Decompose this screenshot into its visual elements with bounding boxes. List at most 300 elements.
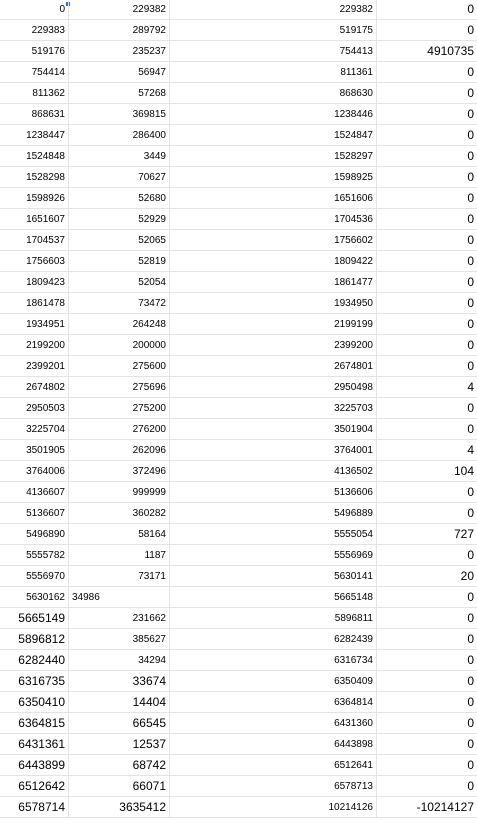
cell-value: 0 — [467, 632, 474, 646]
table-row — [0, 797, 477, 818]
cell-value: 754414 — [31, 67, 65, 78]
cell-value: 811362 — [32, 88, 65, 99]
table-cell[interactable] — [170, 272, 377, 292]
cell-value: 811361 — [340, 67, 373, 78]
table-cell[interactable] — [0, 356, 69, 376]
table-cell[interactable] — [170, 797, 377, 817]
table-cell[interactable] — [170, 629, 377, 649]
table-cell[interactable] — [0, 566, 69, 586]
table-cell[interactable] — [69, 272, 170, 292]
table-cell[interactable] — [0, 524, 69, 544]
cell-value: 5496889 — [334, 508, 373, 519]
table-row — [0, 230, 477, 251]
table-cell[interactable] — [377, 125, 477, 145]
table-cell[interactable] — [69, 209, 170, 229]
table-cell[interactable] — [377, 377, 477, 397]
table-cell[interactable] — [69, 398, 170, 418]
table-row — [0, 692, 477, 713]
table-cell[interactable] — [0, 167, 69, 187]
cell-value: 0 — [467, 212, 474, 226]
table-cell[interactable] — [69, 188, 170, 208]
table-cell[interactable] — [69, 671, 170, 691]
table-cell[interactable] — [0, 776, 69, 796]
cell-value: 0 — [467, 758, 474, 772]
cell-value: 0 — [467, 149, 474, 163]
table-cell[interactable] — [377, 314, 477, 334]
cell-value: 0 — [467, 317, 474, 331]
table-row — [0, 440, 477, 461]
table-cell[interactable] — [170, 251, 377, 271]
table-cell[interactable] — [0, 104, 69, 124]
table-cell[interactable] — [69, 713, 170, 733]
table-cell[interactable] — [170, 461, 377, 481]
cell-value: 0 — [467, 695, 474, 709]
table-cell[interactable] — [69, 377, 170, 397]
table-cell[interactable] — [377, 20, 477, 40]
cell-value: 0 — [467, 107, 474, 121]
cell-value: 3764001 — [334, 445, 373, 456]
cell-value: 1524848 — [26, 151, 65, 162]
cell-value: 57268 — [138, 88, 166, 99]
table-cell[interactable] — [377, 230, 477, 250]
table-cell[interactable] — [69, 524, 170, 544]
table-cell[interactable] — [170, 503, 377, 523]
cell-value: 20 — [460, 569, 474, 583]
table-cell[interactable] — [0, 713, 69, 733]
cell-value: 5665148 — [334, 592, 373, 603]
table-cell[interactable] — [0, 587, 69, 607]
cell-value: 0 — [467, 674, 474, 688]
table-cell[interactable] — [170, 713, 377, 733]
cell-value: 5630162 — [26, 592, 65, 603]
table-cell[interactable] — [0, 440, 69, 460]
cell-value: 52065 — [138, 235, 166, 246]
table-cell[interactable] — [170, 608, 377, 628]
table-row — [0, 545, 477, 566]
cell-value: 200000 — [132, 340, 166, 351]
table-cell[interactable] — [0, 0, 69, 19]
cell-value: 1934951 — [26, 319, 65, 330]
table-cell[interactable] — [69, 776, 170, 796]
table-cell[interactable] — [170, 440, 377, 460]
cell-value: 1756602 — [334, 235, 373, 246]
table-cell[interactable] — [377, 0, 477, 19]
table-row — [0, 167, 477, 188]
table-cell[interactable] — [69, 482, 170, 502]
table-cell[interactable] — [0, 41, 69, 61]
cell-value: 0 — [467, 296, 474, 310]
cell-value: 286400 — [132, 130, 166, 141]
table-cell[interactable] — [69, 503, 170, 523]
table-cell[interactable] — [0, 20, 69, 40]
table-row — [0, 356, 477, 377]
table-cell[interactable] — [0, 62, 69, 82]
table-cell[interactable] — [69, 461, 170, 481]
table-cell[interactable] — [69, 83, 170, 103]
table-cell[interactable] — [0, 461, 69, 481]
table-cell[interactable] — [0, 545, 69, 565]
table-cell[interactable] — [0, 734, 69, 754]
cell-value: 52929 — [138, 214, 166, 225]
table-cell[interactable] — [170, 209, 377, 229]
table-row — [0, 293, 477, 314]
cell-value: 275696 — [132, 382, 166, 393]
table-cell[interactable] — [170, 62, 377, 82]
cell-value: 5896812 — [18, 632, 65, 646]
table-cell[interactable] — [0, 230, 69, 250]
table-cell[interactable] — [170, 356, 377, 376]
cell-value: 6364814 — [334, 697, 373, 708]
cell-value: 1809422 — [334, 256, 373, 267]
table-cell[interactable] — [170, 230, 377, 250]
table-cell[interactable] — [69, 545, 170, 565]
table-cell[interactable] — [69, 629, 170, 649]
cell-value: 1528298 — [26, 172, 65, 183]
cell-value: 231662 — [132, 613, 166, 624]
cell-value: 1238446 — [334, 109, 373, 120]
cell-value: 5556969 — [334, 550, 373, 561]
table-row — [0, 125, 477, 146]
cell-value: 66071 — [132, 779, 166, 793]
cell-value: 235237 — [132, 46, 166, 57]
table-cell[interactable] — [170, 734, 377, 754]
table-cell[interactable] — [377, 755, 477, 775]
table-cell[interactable] — [170, 587, 377, 607]
cell-value: 3635412 — [119, 800, 166, 814]
table-cell[interactable] — [377, 188, 477, 208]
table-cell[interactable] — [170, 671, 377, 691]
cell-value: 5665149 — [18, 611, 65, 625]
table-cell[interactable] — [69, 20, 170, 40]
table-cell[interactable] — [170, 167, 377, 187]
table-cell[interactable] — [377, 797, 477, 817]
cell-value: 275200 — [132, 403, 166, 414]
table-cell[interactable] — [69, 125, 170, 145]
table-cell[interactable] — [69, 62, 170, 82]
cell-value: 5556970 — [26, 571, 65, 582]
cell-value: 1704536 — [334, 214, 373, 225]
cell-value: 5136606 — [334, 487, 373, 498]
table-cell[interactable] — [377, 146, 477, 166]
table-cell[interactable] — [69, 293, 170, 313]
cell-value: 6512642 — [18, 779, 65, 793]
cell-value: 56947 — [138, 67, 166, 78]
cell-value: 0 — [467, 191, 474, 205]
cell-value: 0 — [467, 485, 474, 499]
table-cell[interactable] — [170, 776, 377, 796]
table-cell[interactable] — [377, 566, 477, 586]
cell-value: 6364815 — [18, 716, 65, 730]
table-cell[interactable] — [377, 545, 477, 565]
table-row — [0, 251, 477, 272]
table-cell[interactable] — [377, 692, 477, 712]
table-row — [0, 62, 477, 83]
table-cell[interactable] — [170, 104, 377, 124]
table-cell[interactable] — [0, 629, 69, 649]
table-cell[interactable] — [69, 419, 170, 439]
table-cell[interactable] — [377, 776, 477, 796]
cell-value: 70627 — [138, 172, 166, 183]
cell-value: 727 — [453, 527, 474, 541]
cell-value: 0 — [467, 590, 474, 604]
cell-value: 1187 — [144, 550, 166, 561]
table-cell[interactable] — [377, 524, 477, 544]
table-cell[interactable] — [377, 713, 477, 733]
table-cell[interactable] — [0, 188, 69, 208]
table-cell[interactable] — [377, 356, 477, 376]
table-cell[interactable] — [0, 398, 69, 418]
cell-value: 275600 — [132, 361, 166, 372]
cell-value: 0 — [467, 611, 474, 625]
cell-value: 262096 — [132, 445, 166, 456]
table-cell[interactable] — [69, 314, 170, 334]
cell-value: 369815 — [132, 109, 166, 120]
table-row — [0, 0, 477, 20]
table-cell[interactable] — [377, 335, 477, 355]
table-row — [0, 272, 477, 293]
table-cell[interactable] — [0, 608, 69, 628]
cell-value: 1756603 — [26, 256, 65, 267]
table-cell[interactable] — [377, 251, 477, 271]
cell-value: 4 — [467, 443, 474, 457]
cell-value: 0 — [467, 359, 474, 373]
table-cell[interactable] — [170, 650, 377, 670]
table-cell[interactable] — [377, 419, 477, 439]
cell-value: 2674802 — [26, 382, 65, 393]
table-cell[interactable] — [0, 251, 69, 271]
cell-value: 3501905 — [26, 445, 65, 456]
table-row — [0, 629, 477, 650]
table-cell[interactable] — [170, 692, 377, 712]
cell-value: 1809423 — [26, 277, 65, 288]
table-row — [0, 377, 477, 398]
cell-value: 3225703 — [334, 403, 373, 414]
table-cell[interactable] — [0, 83, 69, 103]
table-cell[interactable] — [377, 209, 477, 229]
cell-value: 10214126 — [328, 802, 373, 813]
cell-value: 1651606 — [334, 193, 373, 204]
cell-value: 5136607 — [26, 508, 65, 519]
cell-value: 1651607 — [26, 214, 65, 225]
table-cell[interactable] — [377, 83, 477, 103]
table-cell[interactable] — [69, 0, 170, 19]
table-cell[interactable] — [377, 671, 477, 691]
table-cell[interactable] — [377, 587, 477, 607]
table-cell[interactable] — [0, 314, 69, 334]
cell-value: 264248 — [132, 319, 166, 330]
table-cell[interactable] — [69, 104, 170, 124]
table-cell[interactable] — [170, 293, 377, 313]
cell-value: 0 — [467, 233, 474, 247]
table-cell[interactable] — [170, 146, 377, 166]
table-cell[interactable] — [69, 608, 170, 628]
table-cell[interactable] — [170, 398, 377, 418]
cell-value: 4 — [467, 380, 474, 394]
cell-value: 289792 — [132, 25, 166, 36]
cell-value: 868630 — [339, 88, 373, 99]
table-row — [0, 776, 477, 797]
cell-value: 6431360 — [334, 718, 373, 729]
cell-value: 5555782 — [26, 550, 65, 561]
table-cell[interactable] — [377, 650, 477, 670]
table-cell[interactable] — [377, 734, 477, 754]
table-cell[interactable] — [170, 335, 377, 355]
table-cell[interactable] — [0, 650, 69, 670]
cell-value: 0 — [467, 254, 474, 268]
table-cell[interactable] — [69, 440, 170, 460]
cell-value: 0 — [467, 653, 474, 667]
cell-value: 6316734 — [334, 655, 373, 666]
table-cell[interactable] — [377, 503, 477, 523]
cell-value: 4910735 — [427, 44, 474, 58]
table-cell[interactable] — [69, 230, 170, 250]
table-row — [0, 566, 477, 587]
table-cell[interactable] — [0, 692, 69, 712]
cell-value: 0 — [467, 170, 474, 184]
table-row — [0, 209, 477, 230]
table-cell[interactable] — [69, 587, 170, 607]
table-cell[interactable] — [69, 356, 170, 376]
cell-value: 58164 — [138, 529, 166, 540]
table-row — [0, 608, 477, 629]
cell-value: 14404 — [132, 695, 166, 709]
table-cell[interactable] — [0, 125, 69, 145]
table-cell[interactable] — [0, 209, 69, 229]
table-cell[interactable] — [377, 482, 477, 502]
table-cell[interactable] — [0, 419, 69, 439]
table-row — [0, 83, 477, 104]
table-cell[interactable] — [69, 797, 170, 817]
table-cell[interactable] — [170, 20, 377, 40]
table-row — [0, 314, 477, 335]
cell-value: 6282439 — [334, 634, 373, 645]
cell-value: 34294 — [138, 655, 166, 666]
table-row — [0, 482, 477, 503]
table-cell[interactable] — [170, 566, 377, 586]
table-cell[interactable] — [0, 503, 69, 523]
table-cell[interactable] — [377, 398, 477, 418]
cell-value: 754413 — [339, 46, 373, 57]
cell-value: 5630141 — [334, 571, 373, 582]
cell-value: 5496890 — [26, 529, 65, 540]
cell-value: 2399200 — [334, 340, 373, 351]
cell-value: 6512641 — [334, 760, 373, 771]
cell-value: 0 — [467, 86, 474, 100]
table-cell[interactable] — [170, 83, 377, 103]
cell-value: 0 — [467, 506, 474, 520]
table-cell[interactable] — [377, 293, 477, 313]
table-cell[interactable] — [170, 125, 377, 145]
cell-value: 2950498 — [334, 382, 373, 393]
cell-value: 276200 — [132, 424, 166, 435]
table-cell[interactable] — [0, 482, 69, 502]
table-cell[interactable] — [69, 335, 170, 355]
table-cell[interactable] — [69, 41, 170, 61]
table-cell[interactable] — [377, 41, 477, 61]
table-row — [0, 20, 477, 41]
table-row — [0, 671, 477, 692]
table-cell[interactable] — [69, 146, 170, 166]
table-cell[interactable] — [170, 545, 377, 565]
cell-value: 3764006 — [26, 466, 65, 477]
table-row — [0, 503, 477, 524]
cell-value: 519176 — [31, 46, 65, 57]
table-cell[interactable] — [0, 146, 69, 166]
cell-value: 385627 — [132, 634, 166, 645]
table-cell[interactable] — [170, 188, 377, 208]
cell-value: 1528297 — [334, 151, 373, 162]
cell-value: 6431361 — [18, 737, 65, 751]
table-cell[interactable] — [170, 482, 377, 502]
table-cell[interactable] — [69, 692, 170, 712]
table-cell[interactable] — [377, 440, 477, 460]
cell-value: 360282 — [132, 508, 166, 519]
table-cell[interactable] — [69, 734, 170, 754]
table-cell[interactable] — [0, 335, 69, 355]
cell-value: 229382 — [132, 4, 166, 15]
cell-value: 34986 — [72, 592, 100, 603]
cell-value: 0 — [467, 548, 474, 562]
cell-value: 1934950 — [334, 298, 373, 309]
cell-value: 6443898 — [334, 739, 373, 750]
table-cell[interactable] — [170, 41, 377, 61]
table-row — [0, 335, 477, 356]
table-row — [0, 650, 477, 671]
table-cell[interactable] — [170, 377, 377, 397]
cell-value: 4136607 — [26, 487, 65, 498]
cell-value: 1861478 — [26, 298, 65, 309]
table-row — [0, 713, 477, 734]
table-cell[interactable] — [377, 608, 477, 628]
table-cell[interactable] — [170, 524, 377, 544]
table-cell[interactable] — [69, 755, 170, 775]
table-cell[interactable] — [377, 62, 477, 82]
table-row — [0, 734, 477, 755]
table-cell[interactable] — [69, 566, 170, 586]
table-row — [0, 188, 477, 209]
table-cell[interactable] — [69, 251, 170, 271]
table-cell[interactable] — [377, 167, 477, 187]
table-cell[interactable] — [0, 755, 69, 775]
table-cell[interactable] — [0, 293, 69, 313]
table-row — [0, 524, 477, 545]
table-cell[interactable] — [170, 314, 377, 334]
cell-value: 66545 — [132, 716, 166, 730]
cell-value: 999999 — [132, 487, 166, 498]
table-cell[interactable] — [69, 167, 170, 187]
cell-value: 0 — [467, 2, 474, 16]
cell-value: 1704537 — [26, 235, 65, 246]
table-cell[interactable] — [377, 272, 477, 292]
cell-value: 0 — [467, 65, 474, 79]
cell-value: 3501904 — [334, 424, 373, 435]
table-cell[interactable] — [0, 797, 69, 817]
table-cell[interactable] — [0, 671, 69, 691]
cell-value: 0 — [467, 23, 474, 37]
table-cell[interactable] — [0, 377, 69, 397]
table-cell[interactable] — [170, 419, 377, 439]
table-cell[interactable] — [377, 104, 477, 124]
table-cell[interactable] — [377, 629, 477, 649]
table-cell[interactable] — [377, 461, 477, 481]
cell-value: 6443899 — [18, 758, 65, 772]
table-cell[interactable] — [170, 755, 377, 775]
table-row — [0, 755, 477, 776]
table-cell[interactable] — [0, 272, 69, 292]
table-cell[interactable] — [170, 0, 377, 19]
table-cell[interactable] — [69, 650, 170, 670]
cell-value: 0 — [467, 128, 474, 142]
